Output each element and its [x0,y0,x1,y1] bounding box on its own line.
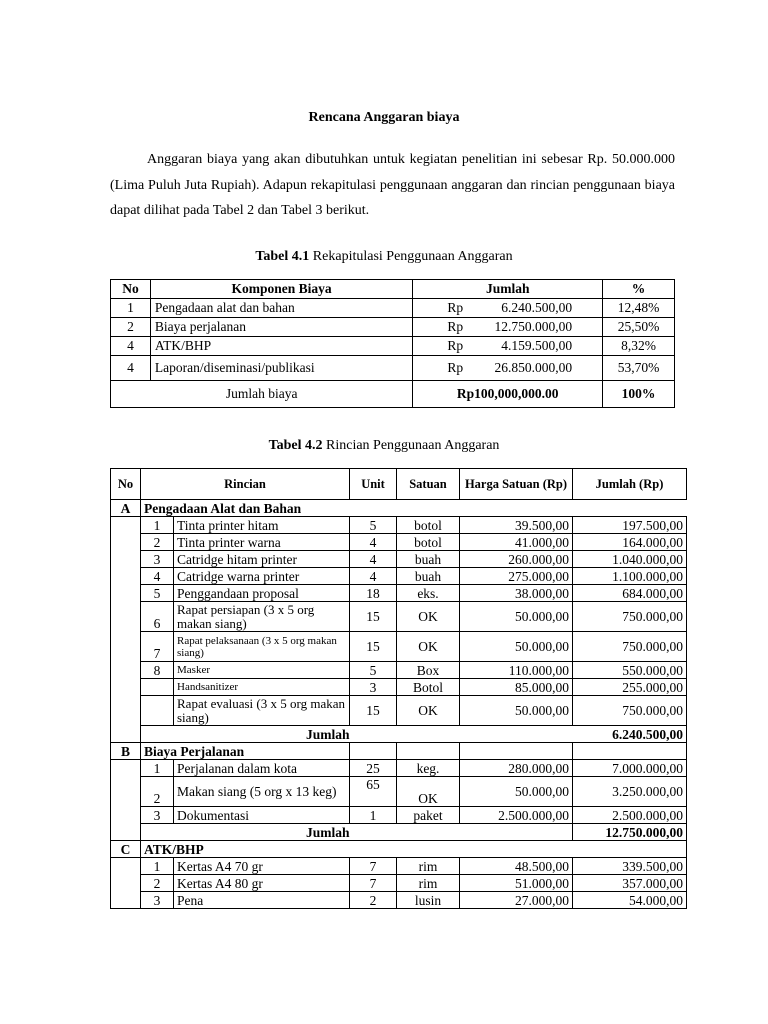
cell-amount: 26.850.000,00 [494,360,573,375]
table-row [111,858,687,875]
cell-harga: 48.500,00 [460,858,573,875]
cell-jumlah [413,318,603,337]
cell-satuan: botol [397,517,460,534]
cell-no: 1 [141,858,174,875]
table-row [111,892,687,909]
cell-no [141,679,174,696]
table2-caption [0,438,768,454]
cell-no [141,696,174,726]
cell-unit: 7 [350,858,397,875]
cell-harga: 38.000,00 [460,585,573,602]
cell-komponen: ATK/BHP [150,337,412,356]
cell-harga: 27.000,00 [460,892,573,909]
cell-item: Perjalanan dalam kota [174,760,350,777]
col-header-satuan: Satuan [397,469,460,500]
cell-unit: 4 [350,534,397,551]
cell-rp: Rp [447,360,464,375]
table-row [111,356,675,381]
cell-jumlah: 750.000,00 [573,602,687,632]
cell-satuan: OK [397,696,460,726]
cell-no: 3 [141,551,174,568]
cell-jumlah: 7.000.000,00 [573,760,687,777]
cell-harga: 50.000,00 [460,777,573,807]
cell-satuan: keg. [397,760,460,777]
cell-item: Masker [174,662,350,679]
cell-unit: 3 [350,679,397,696]
cell-item: Kertas A4 70 gr [174,858,350,875]
cell-harga: 280.000,00 [460,760,573,777]
cell-item: Catridge hitam printer [174,551,350,568]
cell-komponen: Pengadaan alat dan bahan [150,299,412,318]
cell-item: Makan siang (5 org x 13 keg) [174,777,350,807]
cell-rp: Rp [447,300,464,315]
cell-no: 2 [141,777,174,807]
cell-amount: 12.750.000,00 [494,319,573,334]
cell-jumlah: 164.000,00 [573,534,687,551]
table2-caption-text: Rincian Penggunaan Anggaran [322,438,500,453]
cell-satuan: eks. [397,585,460,602]
table1-caption-number: Tabel 4.1 [255,249,310,264]
cell-amount: 6.240.500,00 [501,300,573,315]
cell-item: Handsanitizer [174,679,350,696]
table-row [111,602,687,632]
cell-unit: 2 [350,892,397,909]
subtotal-label: Jumlah [305,824,350,840]
cell-satuan: OK [397,602,460,632]
cell-unit: 5 [350,517,397,534]
cell-jumlah: 750.000,00 [573,632,687,662]
cell-rp: Rp [447,338,464,353]
table-row [111,679,687,696]
cell-unit: 15 [350,696,397,726]
table-row [111,875,687,892]
table-row [111,551,687,568]
subtotal-row [111,824,687,841]
cell-unit: 25 [350,760,397,777]
subtotal-label: Jumlah [305,726,350,742]
cell-persen: 25,50% [603,318,675,337]
section-code: A [111,500,141,517]
cell-no: 3 [141,807,174,824]
cell-item: Kertas A4 80 gr [174,875,350,892]
section-title: Biaya Perjalanan [141,743,350,760]
cell-amount: 4.159.500,00 [501,338,573,353]
table1-caption [0,249,768,265]
col-header-komponen: Komponen Biaya [150,280,412,299]
cell-no: 4 [111,337,151,356]
cell-jumlah [413,299,603,318]
cell-satuan: Botol [397,679,460,696]
table-row [111,517,687,534]
table-row [111,299,675,318]
intro-paragraph: Anggaran biaya yang akan dibutuhkan untuk kegiatan penelitian ini sebesar Rp. 50.000.000 (Lima Puluh Juta Rupiah). Adapun rekapitulasi penggunaan anggaran dan rincian penggunaan biaya dapat dilihat pada Tabel 2 dan Tabel 3 berikut. [110,152,675,218]
cell-jumlah: 255.000,00 [573,679,687,696]
cell-jumlah [413,356,603,381]
page-title: Rencana Anggaran biaya [308,110,460,125]
cell-no: 8 [141,662,174,679]
cell-harga: 110.000,00 [460,662,573,679]
cell-jumlah: 357.000,00 [573,875,687,892]
col-header-no: No [111,469,141,500]
table-row [111,777,687,807]
cell-jumlah: 684.000,00 [573,585,687,602]
cell-harga: 39.500,00 [460,517,573,534]
cell-no: 2 [141,534,174,551]
cell-no: 2 [111,318,151,337]
cell-harga: 50.000,00 [460,696,573,726]
cell-no: 6 [141,602,174,632]
col-header-no: No [111,280,151,299]
cell-rp: Rp [447,319,464,334]
total-label: Jumlah biaya [111,381,413,408]
cell-komponen: Laporan/diseminasi/publikasi [150,356,412,381]
section-code: C [111,841,141,858]
table1-caption-text: Rekapitulasi Penggunaan Anggaran [309,249,513,264]
cell-satuan: lusin [397,892,460,909]
cell-satuan: rim [397,875,460,892]
section-title: ATK/BHP [141,841,687,858]
total-persen: 100% [603,381,675,408]
cell-satuan: paket [397,807,460,824]
cell-harga: 2.500.000,00 [460,807,573,824]
cell-harga: 50.000,00 [460,632,573,662]
total-row [111,381,675,408]
cell-harga: 41.000,00 [460,534,573,551]
cell-item: Rapat evaluasi (3 x 5 org makan siang) [174,696,350,726]
cell-satuan: buah [397,551,460,568]
col-header-harga: Harga Satuan (Rp) [460,469,573,500]
col-header-unit: Unit [350,469,397,500]
cell-no: 1 [141,760,174,777]
cell-persen: 53,70% [603,356,675,381]
cell-persen: 12,48% [603,299,675,318]
cell-jumlah: 339.500,00 [573,858,687,875]
cell-harga: 85.000,00 [460,679,573,696]
cell-unit: 15 [350,632,397,662]
cell-unit: 65 [350,777,397,807]
cell-satuan: botol [397,534,460,551]
table2-caption-number: Tabel 4.2 [268,438,323,453]
cell-satuan: OK [397,632,460,662]
col-header-jumlah: Jumlah (Rp) [573,469,687,500]
cell-jumlah: 2.500.000,00 [573,807,687,824]
cell-no: 2 [141,875,174,892]
cell-item: Rapat persiapan (3 x 5 org makan siang) [174,602,350,632]
cell-jumlah [413,337,603,356]
section-title: Pengadaan Alat dan Bahan [141,500,687,517]
table-rincian [110,468,687,909]
col-header-jumlah: Jumlah [413,280,603,299]
cell-unit: 5 [350,662,397,679]
cell-unit: 4 [350,568,397,585]
cell-komponen: Biaya perjalanan [150,318,412,337]
cell-satuan: OK [397,777,460,807]
cell-unit: 1 [350,807,397,824]
cell-item: Catridge warna printer [174,568,350,585]
table-row [111,760,687,777]
table-row [111,807,687,824]
cell-no: 1 [141,517,174,534]
table-row [111,568,687,585]
cell-harga: 275.000,00 [460,568,573,585]
cell-item: Rapat pelaksanaan (3 x 5 org makan siang) [174,632,350,662]
cell-persen: 8,32% [603,337,675,356]
table-row [111,337,675,356]
cell-item: Pena [174,892,350,909]
cell-harga: 50.000,00 [460,602,573,632]
cell-unit: 15 [350,602,397,632]
table-row [111,696,687,726]
cell-item: Penggandaan proposal [174,585,350,602]
section-code: B [111,743,141,760]
cell-item: Dokumentasi [174,807,350,824]
table-row [111,585,687,602]
cell-harga: 51.000,00 [460,875,573,892]
cell-unit: 4 [350,551,397,568]
cell-jumlah: 3.250.000,00 [573,777,687,807]
cell-jumlah: 54.000,00 [573,892,687,909]
subtotal-row [111,726,687,743]
section-row [111,500,687,517]
cell-item: Tinta printer warna [174,534,350,551]
table-row [111,662,687,679]
cell-jumlah: 1.040.000,00 [573,551,687,568]
section-row [111,743,687,760]
cell-jumlah: 750.000,00 [573,696,687,726]
cell-no: 7 [141,632,174,662]
table-row [111,534,687,551]
cell-no: 1 [111,299,151,318]
cell-jumlah: 1.100.000,00 [573,568,687,585]
section-row [111,841,687,858]
cell-unit: 7 [350,875,397,892]
cell-satuan: rim [397,858,460,875]
col-header-rincian: Rincian [141,469,350,500]
cell-satuan: Box [397,662,460,679]
table-header-row [111,469,687,500]
cell-no: 4 [111,356,151,381]
cell-jumlah: 550.000,00 [573,662,687,679]
cell-no: 3 [141,892,174,909]
cell-harga: 260.000,00 [460,551,573,568]
table-rekapitulasi [110,279,675,408]
total-jumlah: Rp100,000,000.00 [413,381,603,408]
cell-jumlah: 197.500,00 [573,517,687,534]
subtotal-value: 12.750.000,00 [573,824,687,841]
cell-satuan: buah [397,568,460,585]
cell-unit: 18 [350,585,397,602]
table-row [111,632,687,662]
subtotal-value: 6.240.500,00 [573,726,687,743]
table-row [111,318,675,337]
cell-no: 4 [141,568,174,585]
cell-item: Tinta printer hitam [174,517,350,534]
col-header-persen: % [603,280,675,299]
cell-no: 5 [141,585,174,602]
